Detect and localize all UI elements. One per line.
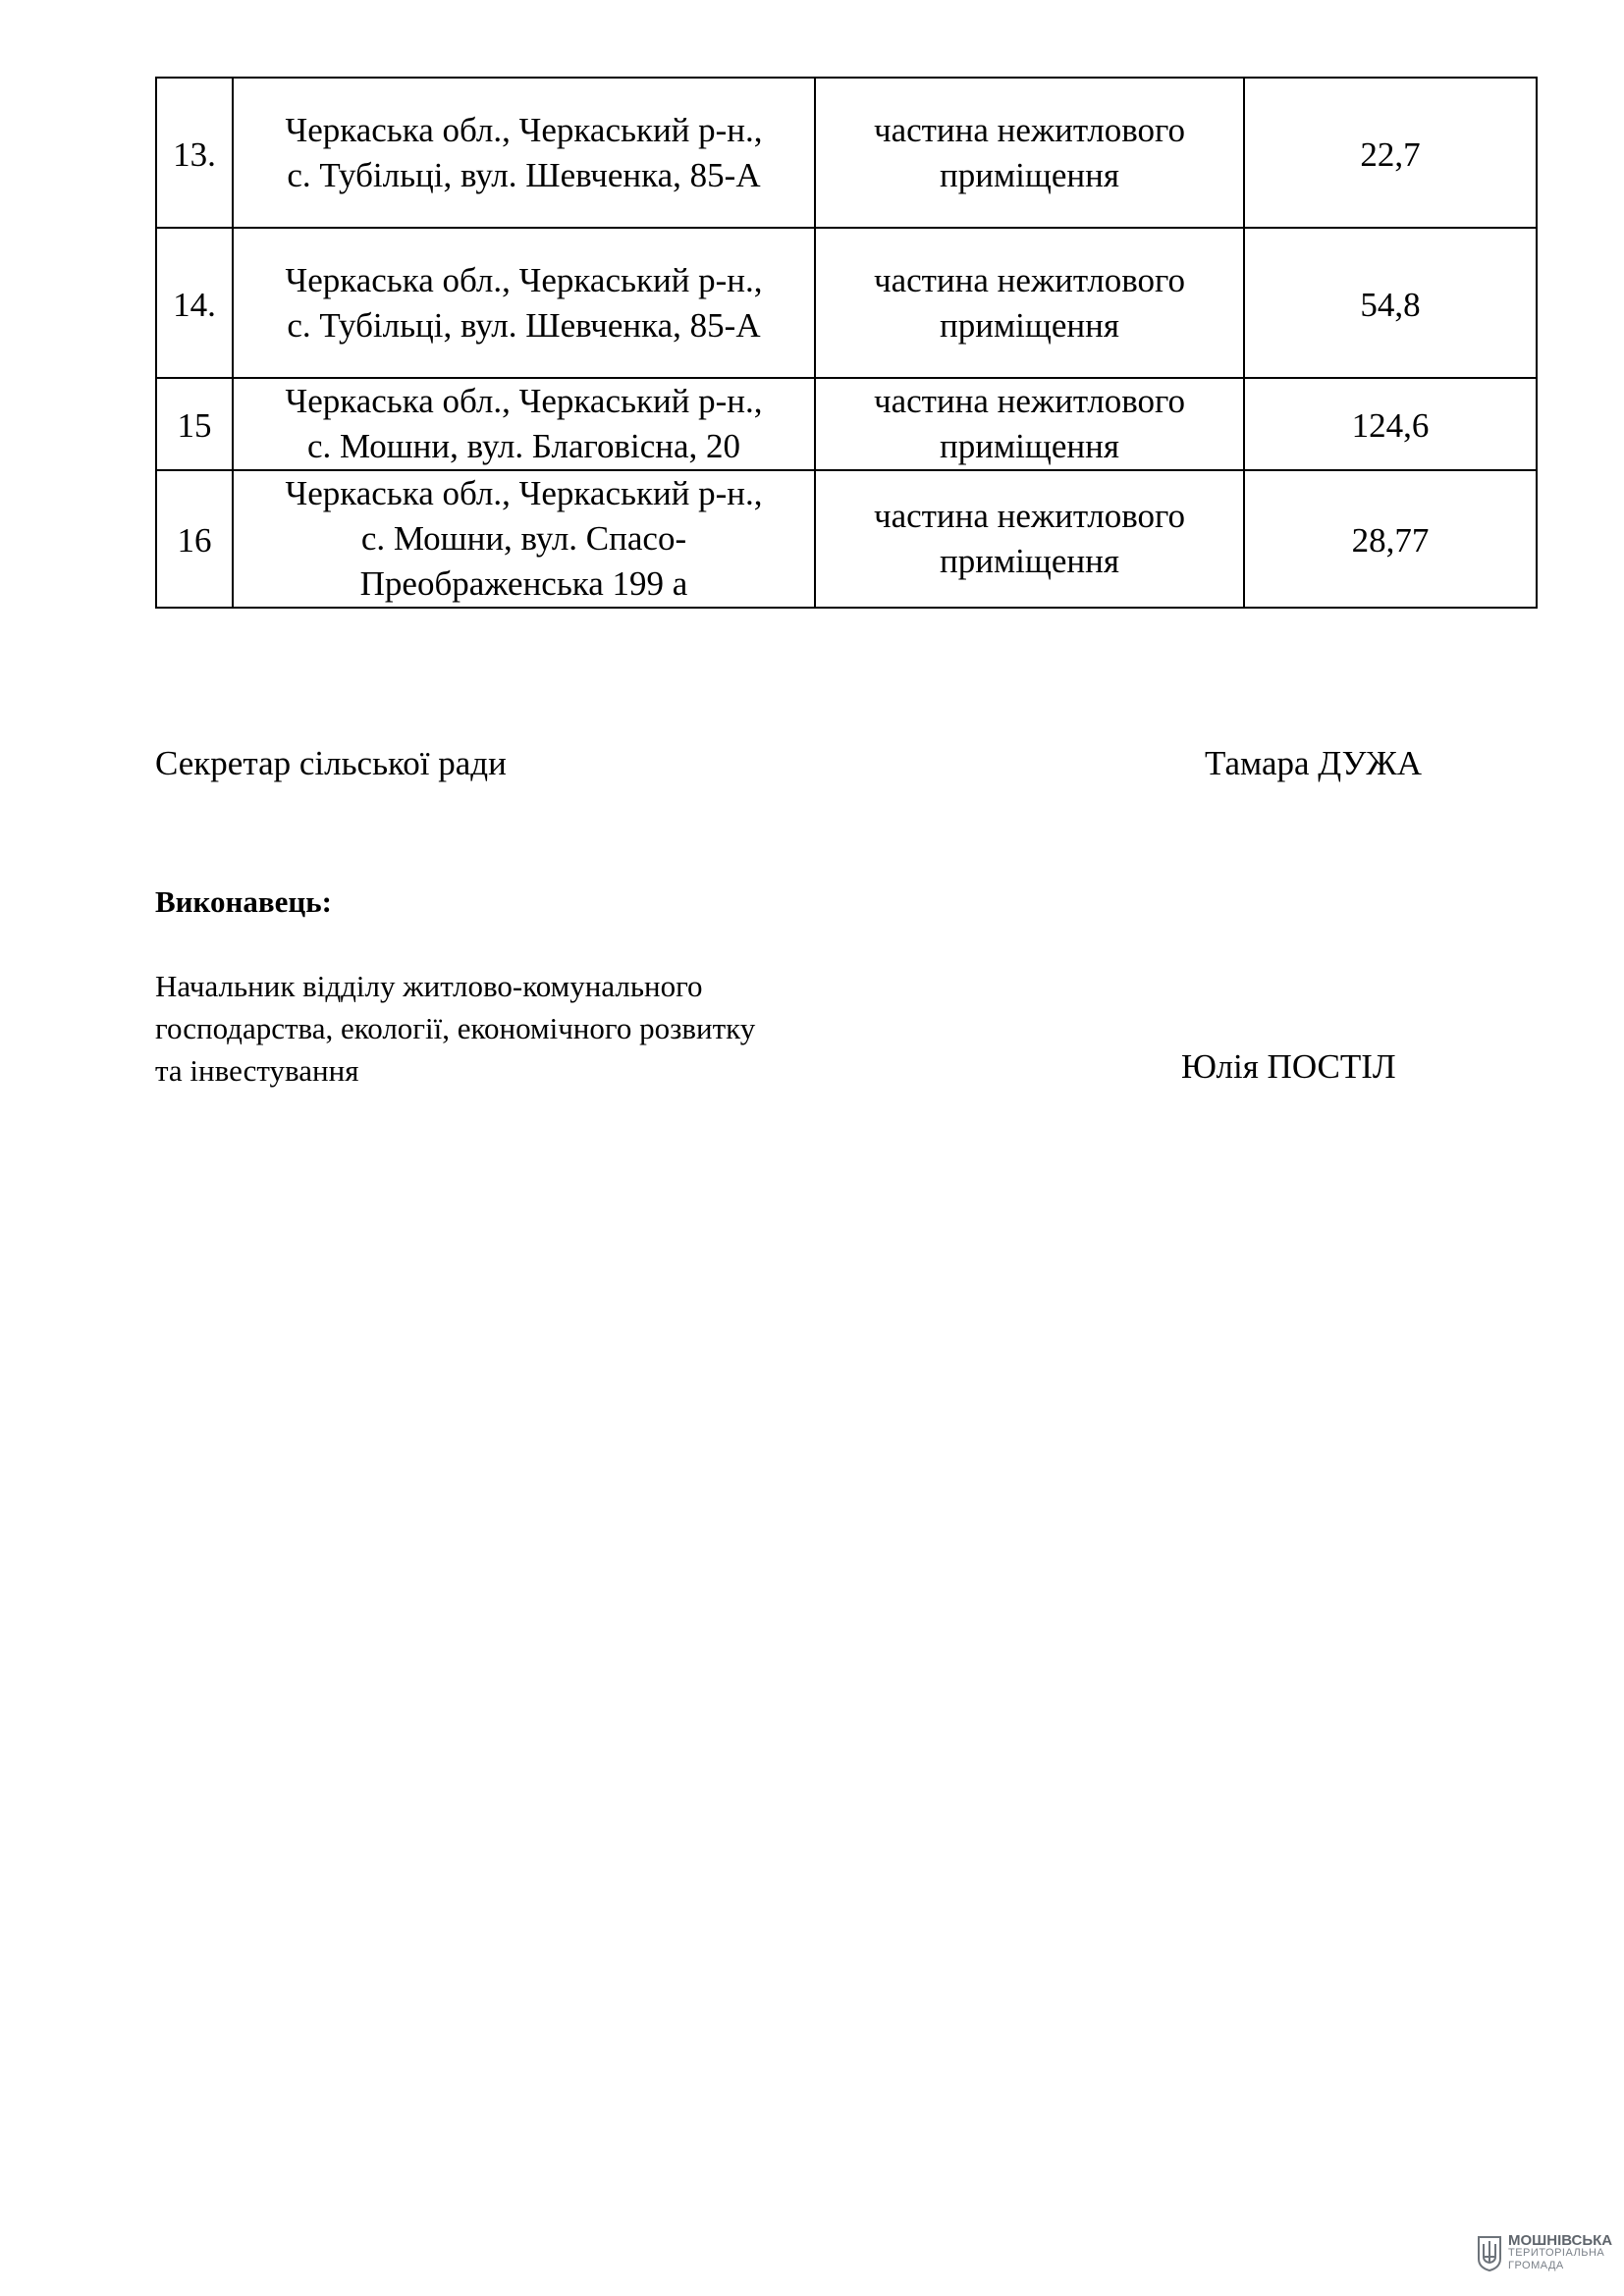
premises-type-cell: частина нежитлового приміщення: [815, 228, 1244, 378]
secretary-position: Секретар сільської ради: [155, 744, 507, 782]
table-row: [156, 228, 1537, 378]
executor-position-line: Начальник відділу житлово-комунального: [155, 969, 703, 1003]
row-number: 16: [156, 470, 233, 608]
area-cell: 28,77: [1244, 470, 1537, 608]
area-cell: 22,7: [1244, 78, 1537, 228]
executor-position-line: господарства, екології, економічного розвитку: [155, 1011, 756, 1045]
executor-position: [155, 965, 755, 1092]
address-cell: Черкаська обл., Черкаський р-н., с. Тубільці, вул. Шевченка, 85-А: [233, 78, 815, 228]
executor-name: Юлія ПОСТІЛ: [1181, 1047, 1396, 1086]
secretary-signature-line: [155, 744, 1422, 783]
address-cell: Черкаська обл., Черкаський р-н., с. Мошни, вул. Спасо- Преображенська 199 а: [233, 470, 815, 608]
row-number: 13.: [156, 78, 233, 228]
row-number: 15: [156, 378, 233, 470]
area-cell: 124,6: [1244, 378, 1537, 470]
community-logo: [1477, 2234, 1612, 2272]
table-row: [156, 470, 1537, 608]
logo-text: МОШНІВСЬКА ТЕРИТОРІАЛЬНА ГРОМАДА: [1508, 2232, 1613, 2271]
area-cell: 54,8: [1244, 228, 1537, 378]
premises-type-cell: частина нежитлового приміщення: [815, 470, 1244, 608]
secretary-name: Тамара ДУЖА: [1205, 744, 1422, 782]
table-row: [156, 378, 1537, 470]
executor-position-line: та інвестування: [155, 1053, 359, 1088]
premises-type-cell: частина нежитлового приміщення: [815, 78, 1244, 228]
property-table: [155, 77, 1538, 609]
executor-heading: Виконавець:: [155, 884, 332, 919]
trident-emblem-icon: [1477, 2235, 1502, 2272]
address-cell: Черкаська обл., Черкаський р-н., с. Тубільці, вул. Шевченка, 85-А: [233, 228, 815, 378]
row-number: 14.: [156, 228, 233, 378]
table-row: [156, 78, 1537, 228]
premises-type-cell: частина нежитлового приміщення: [815, 378, 1244, 470]
address-cell: Черкаська обл., Черкаський р-н., с. Мошни, вул. Благовісна, 20: [233, 378, 815, 470]
